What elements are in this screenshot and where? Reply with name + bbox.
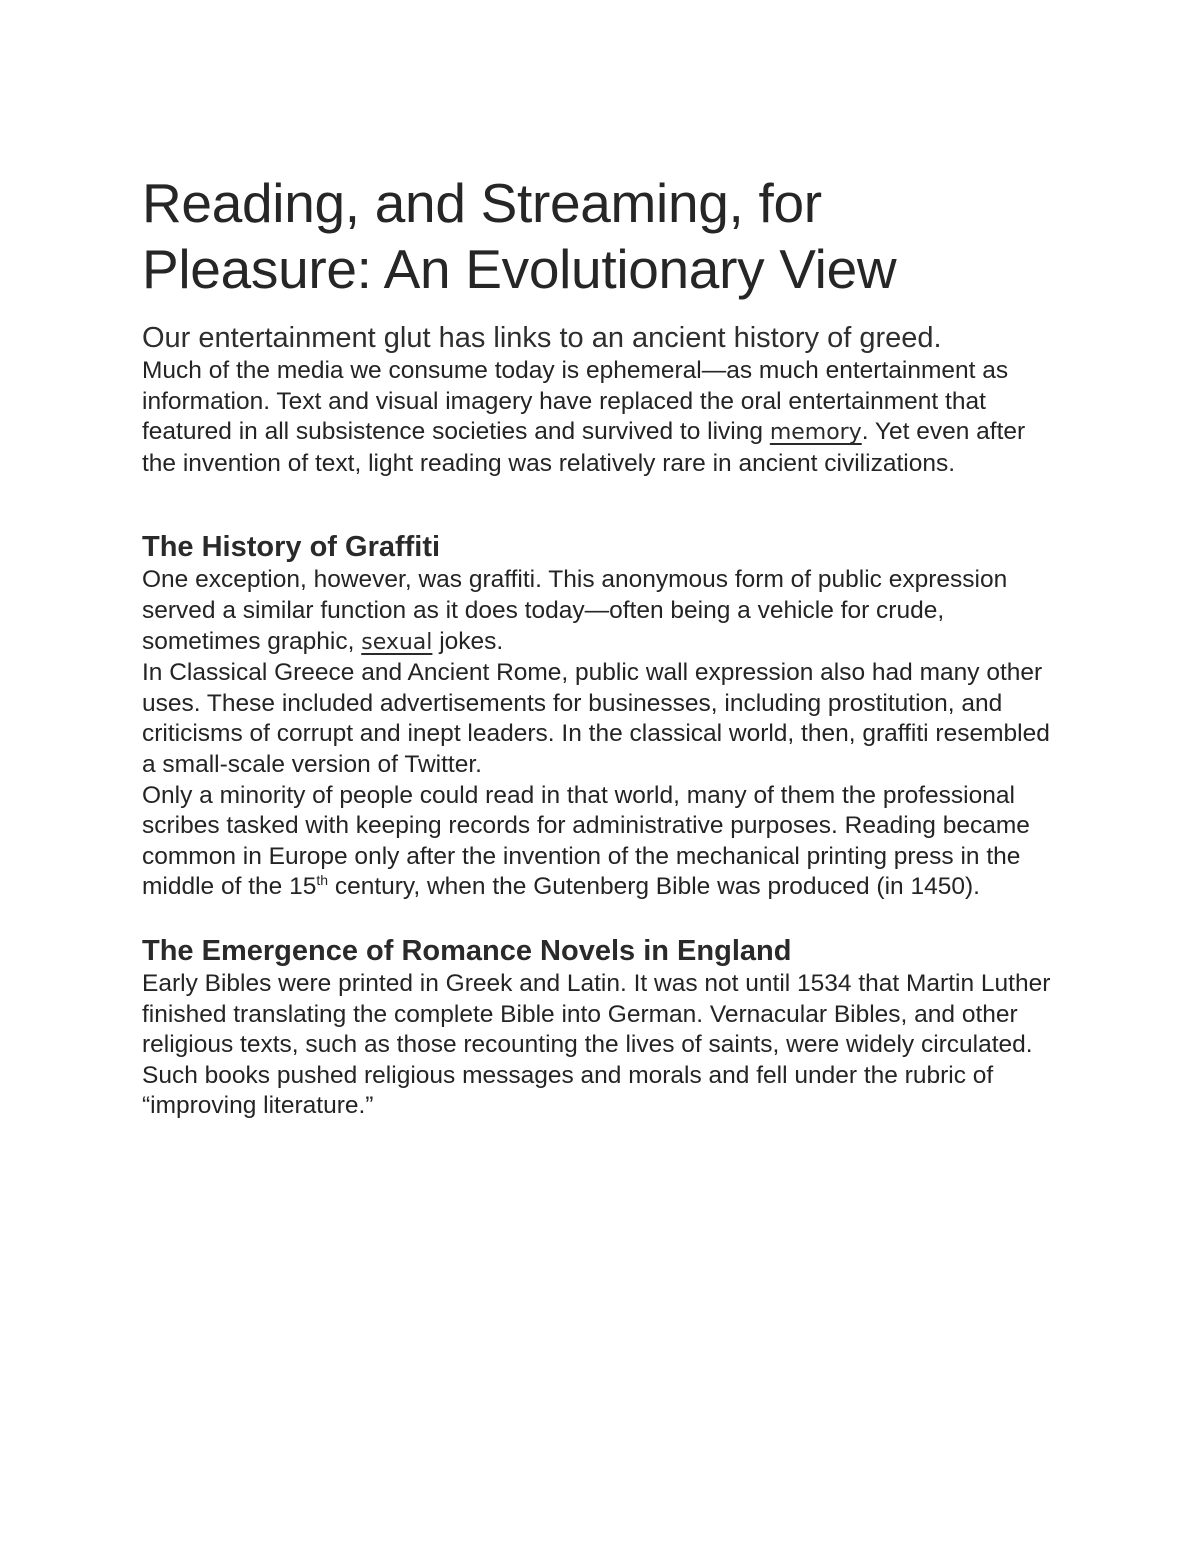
document-page — [142, 170, 1062, 1122]
romance-paragraph-1: Early Bibles were printed in Greek and Latin. It was not until 1534 that Martin Luther finished translating the complete Bible into German. Vernacular Bibles, and other religious texts, such as those recounting the lives of saints, were widely circulated. Such books pushed religious messages and morals and fell under the rubric of “improving literature.” — [142, 969, 1051, 1120]
graffiti-paragraph-3 — [142, 781, 1062, 903]
graffiti-paragraph-2: In Classical Greece and Ancient Rome, public wall expression also had many other uses. These included advertisements for businesses, including prostitution, and criticisms of corrupt and inept leaders. In the classical world, then, graffiti resembled a small-scale version of Twitter. — [142, 659, 1050, 778]
article-subtitle: Our entertainment glut has links to an ancient history of greed. — [142, 322, 942, 354]
section-heading-romance: The Emergence of Romance Novels in England — [142, 934, 792, 967]
ordinal-superscript: th — [316, 872, 329, 889]
sexual-link[interactable]: sexual — [361, 629, 433, 655]
graffiti-p1-text-start: One exception, however, was graffiti. This anonymous form of public expression served a similar function as it does today—often being a vehicle for crude, sometimes graphic, — [142, 566, 1008, 655]
section-heading-graffiti: The History of Graffiti — [142, 531, 441, 564]
intro-text-end: . Yet even after the invention of text, light reading was relatively rare in ancient civilizations. — [142, 418, 1026, 477]
graffiti-paragraph-1 — [142, 565, 1062, 658]
intro-text-start: Much of the media we consume today is ephemeral—as much entertainment as information. Text and visual imagery have replaced the oral entertainment that featured in all subsistence societies and survived to living — [142, 357, 1009, 446]
graffiti-p3-text-start: Only a minority of people could read in that world, many of them the professional scribes tasked with keeping records for administrative purposes. Reading became common in Europe only after the invention of the mechanical printing press in the middle of the 15 — [142, 781, 1030, 901]
article-title: Reading, and Streaming, for Pleasure: An Evolutionary View — [142, 172, 897, 300]
graffiti-p1-text-end: jokes. — [432, 627, 504, 655]
memory-link[interactable]: memory — [769, 420, 862, 446]
intro-paragraph — [142, 356, 1062, 479]
graffiti-p3-text-end: century, when the Gutenberg Bible was produced (in 1450). — [328, 873, 980, 901]
